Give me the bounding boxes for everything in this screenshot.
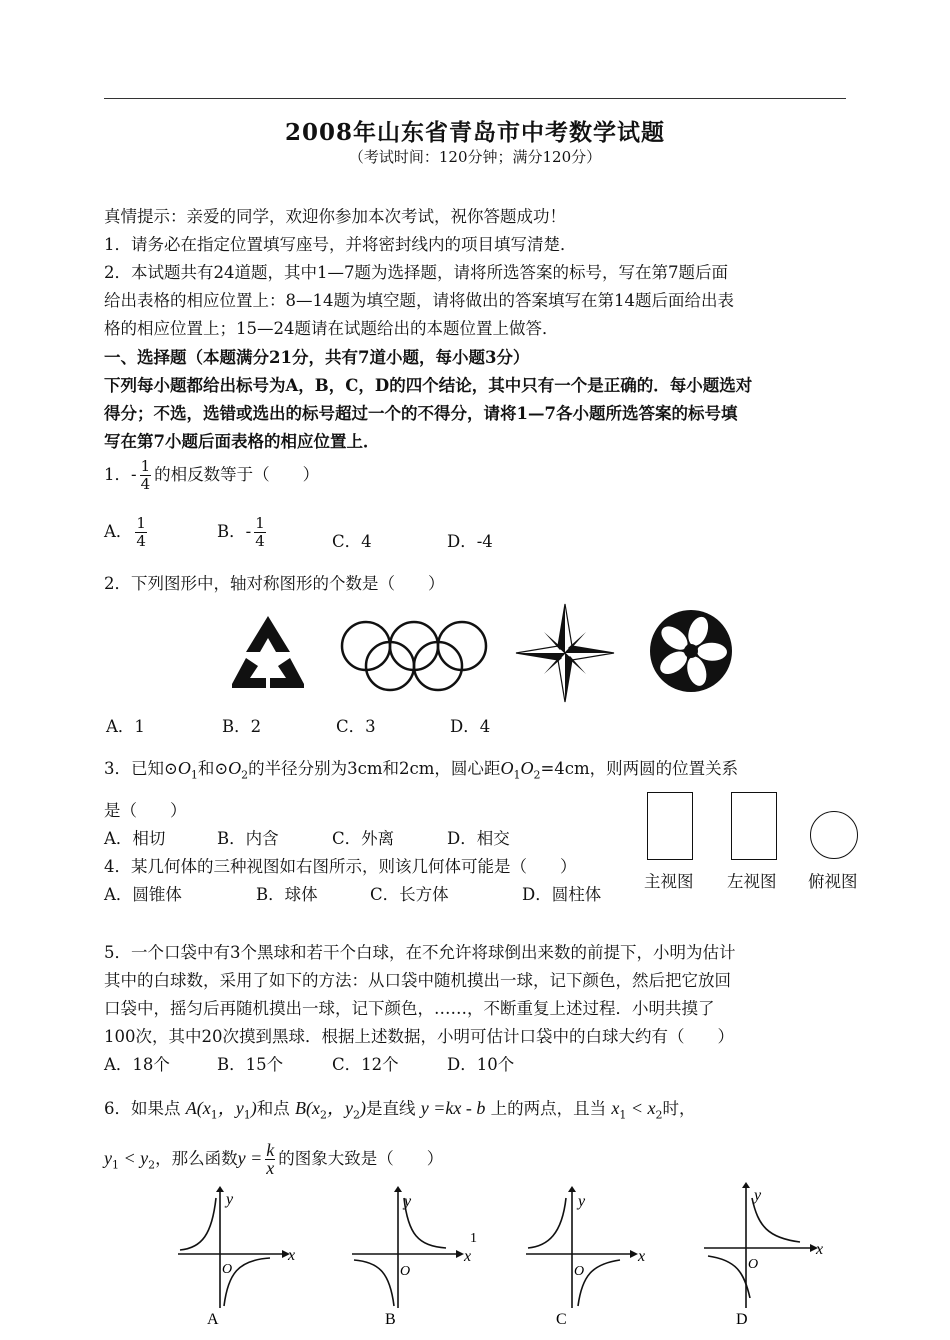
recycle-symbol-icon	[228, 612, 308, 688]
question-3-stem-2: 是（ ）	[104, 801, 187, 820]
question-4-option-c: C．长方体	[370, 885, 449, 904]
left-view-label: 左视图	[727, 872, 777, 891]
intro-rule-1: 1．请务必在指定位置填写座号，并将密封线内的项目填写清楚．	[104, 235, 577, 254]
graph-a	[170, 1186, 310, 1326]
fraction: $\frac{1}{4}$	[140, 457, 151, 493]
origin-label: O	[574, 1264, 585, 1279]
question-6-line-2: $y_1 < y_2$，那么函数y = $\frac{k}{x}$ 的图象大致是（ ）	[104, 1140, 444, 1178]
flower-disc-icon	[648, 608, 734, 694]
question-5-option-d: D．10个	[447, 1055, 515, 1074]
question-1-option-d: D．-4	[447, 532, 493, 551]
intro-rule-2-line-2: 给出表格的相应位置上：8—14题为填空题，请将做出的答案填写在第14题后面给出表	[104, 291, 734, 310]
exam-info: （考试时间：120分钟；满分120分）	[348, 148, 602, 166]
graph-label-a: A	[207, 1311, 219, 1326]
graph-label-b: B	[385, 1311, 396, 1326]
origin-label: O	[748, 1257, 759, 1272]
question-2-option-a: A．1	[106, 717, 145, 736]
question-1-option-b: B．- $\frac{1}{4}$	[217, 514, 265, 550]
question-3-option-c: C．外离	[332, 829, 395, 848]
question-2-option-b: B．2	[222, 717, 262, 736]
axis-x-label: x	[464, 1248, 472, 1265]
axis-y-label: y	[578, 1193, 586, 1210]
question-5-line-2: 其中的白球数，采用了如下的方法：从口袋中随机摸出一球，记下颜色，然后把它放回	[104, 971, 731, 990]
front-view-rectangle	[647, 792, 693, 860]
question-5-line-3: 口袋中，摇匀后再随机摸出一球，记下颜色，……，不断重复上述过程．小明共摸了	[104, 999, 715, 1018]
question-2-stem: 2．下列图形中，轴对称图形的个数是（ ）	[104, 574, 445, 593]
question-3-option-a: A．相切	[104, 829, 166, 848]
axis-x-label: x	[638, 1248, 646, 1265]
question-4-stem: 4．某几何体的三种视图如右图所示，则该几何体可能是（ ）	[104, 857, 577, 876]
question-5-option-b: B．15个	[217, 1055, 284, 1074]
question-2-option-d: D．4	[450, 717, 491, 736]
axis-y-label: y	[754, 1187, 762, 1204]
question-5-line-4: 100次，其中20次摸到黑球．根据上述数据，小明可估计口袋中的白球大约有（ ）	[104, 1027, 734, 1046]
front-view-label: 主视图	[644, 872, 694, 891]
top-view-label: 俯视图	[808, 872, 858, 891]
header-rule	[104, 98, 846, 99]
question-1-option-c: C．4	[332, 532, 372, 551]
question-4-option-d: D．圆柱体	[522, 885, 602, 904]
question-3-option-d: D．相交	[447, 829, 510, 848]
graph-label-d: D	[736, 1311, 748, 1326]
axis-y-label: y	[404, 1193, 412, 1210]
graph-d	[700, 1182, 840, 1326]
question-6-line-1: 6．如果点 $A(x_1$，$y_1$)和点 $B(x_2$，$y_2$)是直线 y =kx - b 上的两点，且当 $x_1 < x_2$时，	[104, 1098, 696, 1122]
question-4-option-b: B．球体	[256, 885, 318, 904]
compass-star-icon	[514, 602, 616, 704]
graph-label-c: C	[556, 1311, 567, 1326]
question-3-stem: 3．已知$⊙O_1$和$⊙O_2$的半径分别为3cm和2cm，圆心距$O_1O_2=4cm$，则两圆的位置关系	[104, 758, 739, 782]
axis-y-label: y	[226, 1191, 234, 1208]
stray-label: 1	[470, 1231, 477, 1246]
intro-greeting: 真情提示：亲爱的同学，欢迎你参加本次考试，祝你答题成功！	[104, 207, 566, 226]
page-title: 2008年山东省青岛市中考数学试题	[284, 119, 665, 146]
graph-b	[344, 1186, 484, 1326]
left-view-rectangle	[731, 792, 777, 860]
axis-x-label: x	[816, 1241, 824, 1258]
section-instructions-2: 得分；不选，选错或选出的标号超过一个的不得分，请将1—7各小题所选答案的标号填	[104, 404, 738, 423]
origin-label: O	[222, 1262, 233, 1277]
graph-c	[518, 1186, 658, 1326]
section-instructions-3: 写在第7小题后面表格的相应位置上．	[104, 432, 380, 451]
section-heading: 一、选择题（本题满分21分，共有7道小题，每小题3分）	[104, 348, 530, 367]
question-2-option-c: C．3	[336, 717, 376, 736]
olympic-rings-icon	[336, 618, 492, 694]
question-1-option-a: A． $\frac{1}{4}$	[104, 514, 146, 550]
intro-rule-2-line-3: 格的相应位置上；15—24题请在试题给出的本题位置上做答．	[104, 319, 559, 338]
question-3-option-b: B．内含	[217, 829, 279, 848]
intro-rule-2-line-1: 2．本试题共有24道题，其中1—7题为选择题，请将所选答案的标号，写在第7题后面	[104, 263, 728, 282]
section-instructions-1: 下列每小题都给出标号为A，B，C，D的四个结论，其中只有一个是正确的．每小题选对	[104, 376, 753, 395]
question-5-line-1: 5．一个口袋中有3个黑球和若干个白球，在不允许将球倒出来数的前提下，小明为估计	[104, 943, 736, 962]
question-5-option-a: A．18个	[104, 1055, 170, 1074]
top-view-circle	[810, 811, 858, 859]
origin-label: O	[400, 1264, 411, 1279]
question-1-stem: 1．- $\frac{1}{4}$ 的相反数等于（ ）	[104, 457, 320, 493]
question-5-option-c: C．12个	[332, 1055, 399, 1074]
axis-x-label: x	[288, 1247, 296, 1264]
question-4-option-a: A．圆锥体	[104, 885, 182, 904]
